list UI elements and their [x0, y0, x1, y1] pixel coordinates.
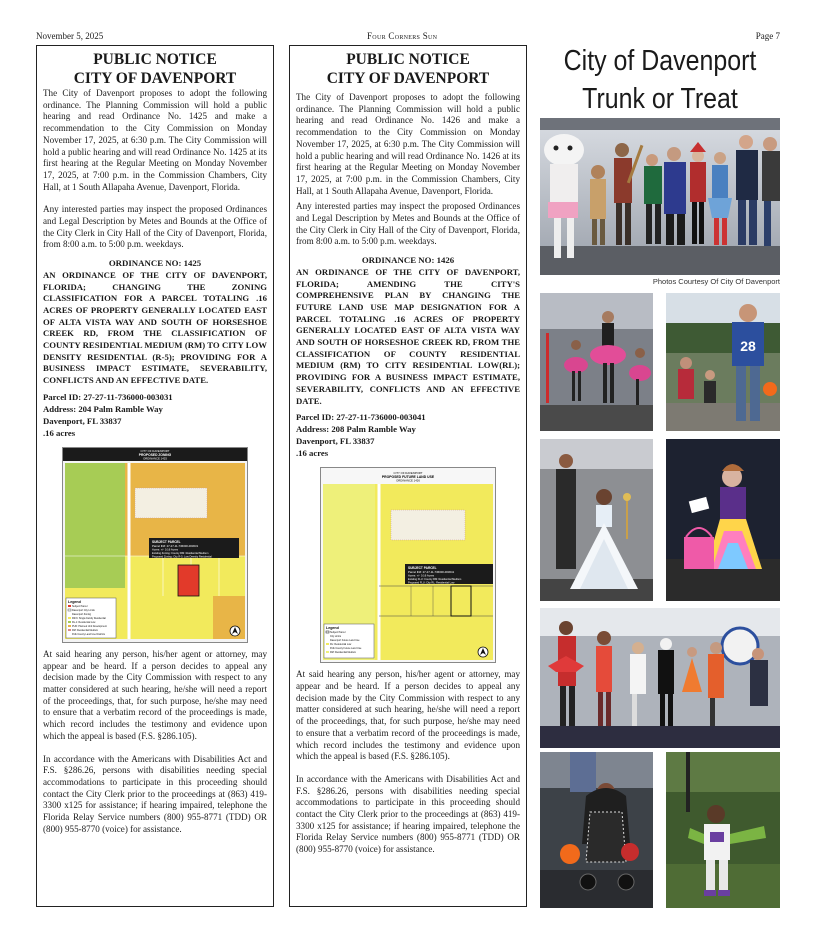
- parcel-acres: .16 acres: [43, 427, 76, 438]
- map-callout-2: Parcel ID#: 27-27-11-736000-003041: [408, 570, 455, 575]
- map-legend-title: Legend: [68, 599, 81, 604]
- photo-jersey-28: [666, 293, 780, 431]
- zoning-map-graphic: [63, 448, 247, 642]
- parcel-address: Address: 208 Palm Ramble Way: [296, 424, 416, 435]
- map-callout-4: Existing FLU: County RM: Residential Medium: [408, 578, 462, 582]
- map-callout-1: SUBJECT PARCEL: [152, 539, 181, 544]
- map-header-3: ORDINANCE 1426: [396, 478, 420, 483]
- notice-inspect: Any interested parties may inspect the proposed Ordinances and Legal Description by Metes and Bounds at the Office of the City Clerk in City Hall of the City of Davenport, Florida, from 8:00 a.m. to 5:00 p.m. weekdays.: [296, 201, 520, 247]
- ada-text: In accordance with the Americans with Disabilities Act and F.S. §286.26, persons with disabilities needing special accommodations to participate in this proceeding should contact the City Clerk prior to the proceedings at (863) 419-3300 x125 for assistance; if hearing impaired, telephone the Florida Relay Service numbers (800) 955-8771 (TDD) OR (800) 955-8770 (voice) for assistance.: [296, 773, 520, 855]
- photo-princess: [540, 439, 653, 601]
- legend-item: Polk County Future Land Use: [330, 647, 362, 651]
- hearing-text: At said hearing any person, his/her agent or attorney, may appear and be heard. If a person decides to appeal any decision made by the City Commission with respect to any matter considered at such hearing, he/she will need a report of the proceedings, that, for such purpose, he/she may need to ensure that a verbatim record of the proceedings is made, which record includes the testimony and evidence upon which the appeal is based (F.S. §286.105).: [296, 669, 520, 762]
- photo-rainbow-tutu: [666, 439, 780, 601]
- legend-item: City Limits: [330, 635, 342, 639]
- future-land-use-map-graphic: [321, 468, 495, 662]
- legend-item: PUD: Planned Unit Development: [72, 624, 107, 628]
- map-header-1: CITY OF DAVENPORT: [393, 471, 423, 476]
- headline-line-1: City of Davenport: [563, 45, 757, 77]
- map-callout-1: SUBJECT PARCEL: [408, 566, 437, 571]
- parcel-city: Davenport, FL 33837: [296, 436, 375, 447]
- parcel-address: Address: 204 Palm Ramble Way: [43, 403, 163, 414]
- legend-item: RM: Residential Medium: [330, 651, 357, 655]
- notice-intro: The City of Davenport proposes to adopt the following ordinance. The Planning Commission will hold a public hearing and read Ordinance No. 1425 and make a recommendation to the City Commission on Monday November 17, 2025, at 6:30 p.m. The City Commission will hold a public hearing and will read Ordinance No. 1425 at its first hearing at the Regular Meeting on Monday November 17, 2025, at 7:00 p.m. in the Commission Chambers, City Hall, at 1 South Allapaha Avenue, Davenport, Florida.: [43, 88, 267, 192]
- photo-credit: Photos Courtesy Of City Of Davenport: [652, 277, 780, 286]
- headline-line-2: Trunk or Treat: [582, 83, 738, 115]
- newspaper-name: Four Corners Sun: [367, 31, 438, 41]
- legend-item: Subject Parcel: [330, 631, 346, 635]
- ordinance-number: ORDINANCE NO: 1425: [108, 258, 202, 269]
- parcel-city: Davenport, FL 33837: [43, 415, 122, 426]
- map-callout-5: Proposed Zoning: City R-5: Low Density Residential: [152, 555, 212, 559]
- jersey-number: 28: [740, 338, 756, 354]
- parcel-acres: .16 acres: [296, 448, 329, 459]
- photo-stage-group: [540, 118, 780, 275]
- legend-item: RM: Residential Medium: [72, 628, 99, 632]
- parcel-id: Parcel ID: 27-27-11-736000-003031: [43, 391, 173, 402]
- notice-subtitle: CITY OF DAVENPORT: [73, 70, 237, 87]
- map-header-2: PROPOSED ZONING: [138, 452, 172, 457]
- photo-dancers: [540, 293, 653, 431]
- hearing-text: At said hearing any person, his/her agent or attorney, may appear and be heard. If a person decides to appeal any decision made by the City Commission with respect to any matter considered at such hearing, he/she will need a report of the proceedings, that, for such purpose, he/she may need to ensure that a verbatim record of the proceedings is made, which record includes the testimony and evidence upon which the appeal is based (F.S. §286.105).: [43, 648, 267, 741]
- ordinance-text: AN ORDINANCE OF THE CITY OF DAVENPORT, FLORIDA; CHANGING THE ZONING CLASSIFICATION FOR A PARCEL TOTALING .16 ACRES OF PROPERTY GENERALLY LOCATED EAST OF ALTA VISTA WAY AND SOUTH OF HORSESHOE CREEK RD, FROM THE CLASSIFICATION OF COUNTY RESIDENTIAL MEDIUM (RM) TO CITY LOW DENSITY RESIDENTIAL (R-5); PROVIDING FOR A BUSINESS IMPACT ESTIMATE, SEVERABILITY, CONFLICTS AND AN EFFECTIVE DATE.: [43, 269, 267, 386]
- legend-item: RL-1: Residential Low: [72, 620, 96, 624]
- map-header-1: CITY OF DAVENPORT: [140, 448, 170, 453]
- legend-item: Subject Parcel: [72, 604, 88, 608]
- photo-costume-lineup: [540, 608, 780, 748]
- legend-item: RL: Residential Low: [330, 643, 352, 647]
- notice-inspect: Any interested parties may inspect the proposed Ordinances and Legal Description by Metes and Bounds at the Office of the City Clerk in City Hall of the City of Davenport, Florida, from 8:00 a.m. to 5:00 p.m. weekdays.: [43, 204, 267, 250]
- parcel-id: Parcel ID: 27-27-11-736000-003041: [296, 412, 426, 423]
- legend-item: RR-6: Single Family Residential: [72, 616, 106, 620]
- public-notice-1425: [36, 45, 274, 907]
- ordinance-number: ORDINANCE NO: 1426: [361, 255, 455, 266]
- map-callout-2: Parcel ID#: 27-27-11-736000-003031: [152, 543, 199, 548]
- legend-item: Polk County Land Use Districts: [72, 632, 105, 636]
- ordinance-text: AN ORDINANCE OF THE CITY OF DAVENPORT, FLORIDA; AMENDING THE CITY'S COMPREHENSIVE PLAN BY CHANGING THE FUTURE LAND USE MAP DESIGNATION FOR A PARCEL TOTALING .16 ACRES OF PROPERTY GENERALLY LOCATED EAST OF ALTA VISTA WAY AND SOUTH OF HORSESHOE CREEK RD, FROM THE CLASSIFICATION OF COUNTY RESIDENTIAL MEDIUM (RM) TO CITY RESIDENTIAL LOW(RL); PROVIDING FOR A BUSINESS IMPACT ESTIMATE, SEVERABILITY, CONFLICTS AND AN EFFECTIVE DATE.: [296, 266, 520, 406]
- notice-title: PUBLIC NOTICE: [93, 51, 217, 68]
- map-callout-3: Acres: +/- 0.16 Acres: [408, 573, 435, 578]
- ada-text: In accordance with the Americans with Disabilities Act and F.S. §286.26, persons with disabilities needing special accommodations to participate in this proceeding should contact the City Clerk prior to the proceedings at (863) 419-3300 x125 for assistance; if hearing impaired, telephone the Florida Relay Service numbers (800) 955-8771 (TDD) OR (800) 955-8770 (voice) for assistance.: [43, 753, 267, 834]
- zoning-map: [62, 447, 248, 643]
- map-header-2: PROPOSED FUTURE LAND USE: [381, 475, 435, 480]
- issue-date: November 5, 2025: [36, 31, 104, 41]
- photo-space-ranger: [666, 752, 780, 908]
- future-land-use-map: [320, 467, 496, 663]
- notice-intro: The City of Davenport proposes to adopt the following ordinance. The Planning Commission will hold a public hearing and read Ordinance No. 1426 and make a recommendation to the City Commission on Monday November 17, 2025, at 6:30 p.m. The City Commission will hold a public hearing and will read Ordinance No. 1426 at its first hearing at the Regular Meeting on Monday November 17, 2025, at 7:00 p.m. in the Commission Chambers, City Hall, at 1 South Allapaha Avenue, Davenport, Florida.: [296, 92, 520, 196]
- notice-title: PUBLIC NOTICE: [346, 51, 470, 68]
- public-notice-1426: [289, 45, 527, 907]
- map-header-3: ORDINANCE 1425: [143, 456, 167, 461]
- photo-stroller: [540, 752, 653, 908]
- legend-item: Davenport Zoning: [72, 612, 92, 616]
- map-callout-5: Proposed FLU: City RL: Residential Low: [408, 581, 455, 585]
- map-callout-4: Existing Zoning: County RM: Residential Medium: [152, 551, 209, 555]
- map-callout-3: Acres: +/- 0.16 Acres: [152, 547, 179, 552]
- notice-subtitle: CITY OF DAVENPORT: [326, 70, 490, 87]
- legend-item: Davenport Future Land Use: [330, 639, 360, 643]
- feature-headline: [557, 42, 763, 118]
- map-legend-title: Legend: [326, 626, 339, 631]
- page-number: Page 7: [755, 31, 780, 41]
- legend-item: Davenport City Limits: [72, 608, 95, 612]
